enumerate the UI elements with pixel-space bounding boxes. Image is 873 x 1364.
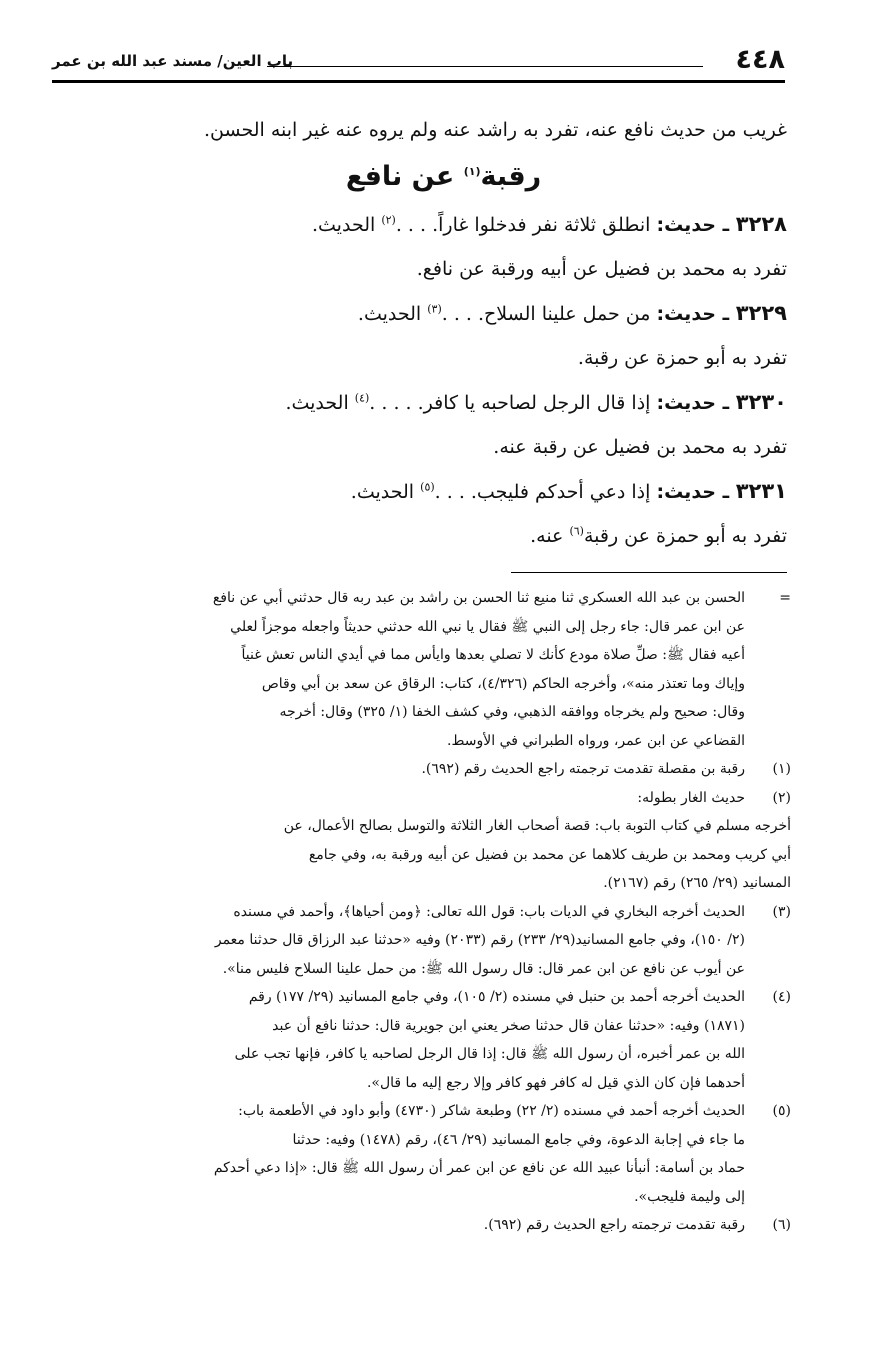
footnote-mark: (١) [772, 761, 791, 777]
section-heading [100, 152, 787, 202]
footnote-line: حديث الغار بطوله: [637, 789, 745, 806]
footnote-line: القضاعي عن ابن عمر، ورواه الطبراني في الأوسط. [447, 732, 745, 749]
hadith-note: تفرد به أبو حمزة عن رقبة. [577, 347, 787, 369]
hadith-tail: الحديث. [311, 214, 382, 236]
footnote-ref: (١) [463, 165, 481, 178]
hadith-note [100, 514, 787, 558]
hadith-label: ـ حديث: [656, 303, 736, 325]
footnote-mark: (٦) [772, 1217, 791, 1233]
footnote-line: الحديث أخرجه أحمد في مسنده (٢/ ٢٢) وطبعة شاكر (٤٧٣٠) وأبو داود في الأطعمة باب: [238, 1103, 745, 1119]
page-number: ٤٤٨ [735, 44, 785, 75]
hadith-text: انطلق ثلاثة نفر فدخلوا غاراً. . . . [395, 214, 657, 236]
intro-line: غريب من حديث نافع عنه، تفرد به راشد عنه ولم يروه عنه غير ابنه الحسن. [204, 119, 787, 141]
footnote-line: عن ابن عمر قال: جاء رجل إلى النبي ﷺ فقال يا نبي الله حدثني حديثاً واجعله موجزاً لعلي [230, 618, 745, 635]
footnote-ref: (٥) [420, 480, 435, 494]
footnote-ref: (٣) [427, 302, 442, 316]
footnote-line: رقبة تقدمت ترجمته راجع الحديث رقم (٦٩٢). [483, 1217, 745, 1233]
footnote-5 [58, 1097, 791, 1211]
hadith-label: ـ حديث: [656, 214, 736, 236]
hadith-number: ٣٢٢٨ [735, 212, 787, 236]
footnote-line: ما جاء في إجابة الدعوة، وفي جامع المسانيد (٢٩/ ٤٦)، رقم (١٤٧٨) وفيه: حدثنا [292, 1131, 745, 1148]
footnote-line: عن أيوب عن نافع عن ابن عمر قال: قال رسول الله ﷺ: من حمل علينا السلاح فليس منا». [222, 960, 745, 977]
footnote-line: المسانيد (٢٩/ ٢٦٥) رقم (٢١٦٧). [603, 875, 791, 891]
page-header [52, 40, 785, 84]
footnote-3 [58, 898, 791, 984]
hadith-line [100, 291, 787, 336]
footnote-line: إلى وليمة فليجب». [634, 1188, 745, 1205]
footnote-2-continued [58, 812, 791, 898]
hadith-note-text: عنه. [530, 525, 570, 547]
footnote-line: الله بن عمر أخبره، أن رسول الله ﷺ قال: إذا قال الرجل لصاحبه يا كافر، فإنها تجب على [234, 1046, 745, 1062]
hadith-line [100, 380, 787, 425]
footnote-ref: (٦) [569, 524, 584, 538]
footnote-line: أعيه فقال ﷺ: صلِّ صلاة مودع كأنك لا تصلي بعدها وايأس مما في أيدي الناس تعش غنياً [241, 647, 745, 663]
continuation-mark: = [779, 590, 791, 606]
running-title: باب العين/ مسند عبد الله بن عمر [52, 52, 294, 70]
footnote-line: (١٨٧١) وفيه: «حدثنا عفان قال حدثنا صخر يعني ابن جويرية قال: حدثنا نافع أن عبد [272, 1017, 745, 1034]
hadith-tail: الحديث. [350, 481, 421, 503]
hadith-number: ٣٢٢٩ [735, 301, 787, 325]
hadith-label: ـ حديث: [656, 481, 736, 503]
footnotes [58, 584, 791, 1240]
hadith-text: من حمل علينا السلاح. . . . [441, 303, 657, 325]
footnote-1 [58, 755, 791, 784]
footnote-separator [511, 572, 787, 573]
footnote-4 [58, 983, 791, 1097]
hadith-line [100, 469, 787, 514]
footnote-2 [58, 784, 791, 813]
footnote-line: وإياك وما تعتذر منه»، وأخرجه الحاكم (٤/٣٢٦)، كتاب: الرقاق عن سعد بن أبي وقاص [261, 675, 745, 692]
hadith-tail: الحديث. [285, 392, 355, 414]
footnote-ref: (٢) [381, 213, 396, 227]
heading-rest: عن نافع [345, 161, 464, 192]
footnote-line: الحديث أخرجه البخاري في الديات باب: قول الله تعالى: ﴿ومن أحياها﴾، وأحمد في مسنده [233, 903, 745, 920]
header-divider [52, 80, 785, 83]
footnote-mark: (٣) [772, 903, 791, 920]
footnote-6 [58, 1211, 791, 1240]
footnote-line: الحديث أخرجه أحمد بن حنبل في مسنده (٢/ ١٠٥)، وفي جامع المسانيد (٢٩/ ١٧٧) رقم [248, 989, 745, 1005]
footnote-ref: (٤) [354, 391, 370, 405]
hadith-line [100, 202, 787, 247]
hadith-note: تفرد به محمد بن فضيل عن أبيه ورقبة عن نافع. [416, 258, 787, 280]
hadith-note: تفرد به محمد بن فضيل عن رقبة عنه. [493, 436, 787, 458]
main-text [100, 108, 787, 558]
footnote-line: أحدهما فإن كان الذي قيل له كافر فهو كافر وإلا رجع إليه ما قال». [366, 1074, 745, 1091]
hadith-label: ـ حديث: [656, 392, 736, 414]
footnote-line: رقبة بن مقصلة تقدمت ترجمته راجع الحديث رقم (٦٩٢). [421, 761, 745, 777]
hadith-note-text: تفرد به أبو حمزة عن رقبة [583, 525, 787, 547]
hadith-tail: الحديث. [357, 303, 428, 325]
hadith-text: إذا قال الرجل لصاحبه يا كافر. . . . . [369, 392, 657, 414]
heading-main: رقبة [480, 161, 542, 192]
footnote-line: وقال: صحيح ولم يخرجاه ووافقه الذهبي، وفي كشف الخفا (١/ ٣٢٥) وقال: أخرجه [279, 704, 745, 720]
footnote-continuation [58, 584, 791, 755]
footnote-line: الحسن بن عبد الله العسكري ثنا منيع ثنا الحسن بن راشد بن عبد ربه قال حدثني أبي عن نافع [212, 590, 745, 606]
footnote-mark: (٤) [772, 989, 791, 1005]
footnote-mark: (٢) [772, 789, 791, 806]
hadith-number: ٣٢٣١ [735, 479, 787, 503]
footnote-line: أخرجه مسلم في كتاب التوبة باب: قصة أصحاب الغار الثلاثة والتوسل بصالح الأعمال، عن [283, 818, 791, 834]
footnote-line: (٢/ ١٥٠)، وفي جامع المسانيد(٢٩/ ٢٣٣) رقم (٢٠٣٣) وفيه «حدثنا عبد الرزاق قال حدثنا معمر [214, 932, 745, 948]
footnote-line: أبي كريب ومحمد بن طريف كلاهما عن محمد بن فضيل عن أبيه ورقبة به، وفي جامع [308, 846, 791, 863]
hadith-number: ٣٢٣٠ [735, 390, 787, 414]
header-rule [267, 66, 703, 67]
footnote-mark: (٥) [772, 1103, 791, 1119]
footnote-line: حماد بن أسامة: أنبأنا عبيد الله عن نافع عن ابن عمر أن رسول الله ﷺ قال: «إذا دعي أحدكم [213, 1160, 745, 1176]
hadith-text: إذا دعي أحدكم فليجب. . . . [434, 481, 657, 503]
